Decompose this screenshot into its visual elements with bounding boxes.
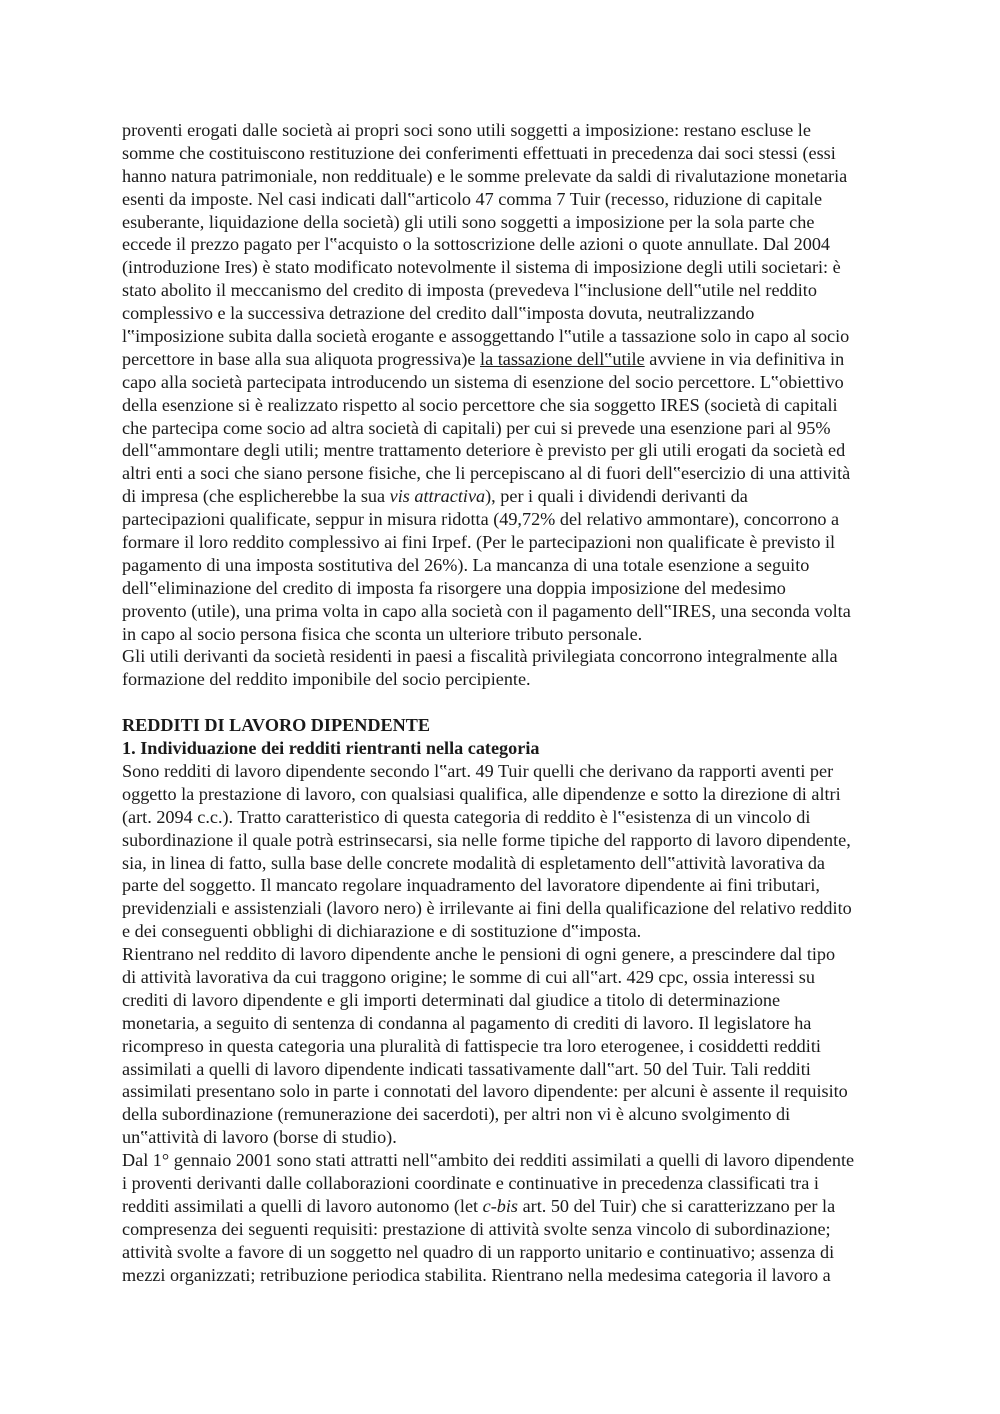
text-line: complessivo e la successiva detrazione del credito dall‟imposta dovuta, neutralizzando <box>122 303 755 324</box>
text-line: assimilati presentano solo in parte i connotati del lavoro dipendente: per alcuni è assente il requisito <box>122 1081 848 1102</box>
text-run: redditi assimilati a quelli di lavoro autonomo (let <box>122 1195 483 1216</box>
text-line: dell‟eliminazione del credito di imposta fa risorgere una doppia imposizione del medesimo <box>122 577 786 598</box>
italic-text: c-bis <box>482 1195 519 1216</box>
text-line: assimilati a quelli di lavoro dipendente indicati tassativamente dall‟art. 50 del Tuir. Tali redditi <box>122 1058 811 1079</box>
paragraph-assimilated-income <box>122 943 912 1149</box>
text-line: Sono redditi di lavoro dipendente secondo l‟art. 49 Tuir quelli che derivano da rapporti aventi per <box>122 760 834 781</box>
text-run: ), per i quali i dividendi derivanti da <box>485 486 748 507</box>
text-line: che partecipa come socio ad altra società di capitali) per cui si prevede una esenzione pari al 95% <box>122 417 831 438</box>
text-line: parte del soggetto. Il mancato regolare inquadramento del lavoratore dipendente ai fini tributari, <box>122 875 820 896</box>
text-line: subordinazione il quale potrà estrinsecarsi, sia nelle forme tipiche del rapporto di lavoro dipendente, <box>122 829 851 850</box>
text-line: Rientrano nel reddito di lavoro dipendente anche le pensioni di ogni genere, a prescindere dal tipo <box>122 944 836 965</box>
text-line: compresenza dei seguenti requisiti: prestazione di attività svolte senza vincolo di subordinazione; <box>122 1218 831 1239</box>
text-line: monetaria, a seguito di sentenza di condanna al pagamento di crediti di lavoro. Il legislatore ha <box>122 1012 812 1033</box>
text-line: proventi erogati dalle società ai propri soci sono utili soggetti a imposizione: restano escluse le <box>122 120 811 140</box>
text-line: esenti da imposte. Nel casi indicati dall‟articolo 47 comma 7 Tuir (recesso, riduzione di capitale <box>122 188 823 209</box>
section-heading: REDDITI DI LAVORO DIPENDENTE <box>122 715 431 736</box>
text-line: hanno natura patrimoniale, non reddituale) e le somme prelevate da saldi di rivalutazione monetaria <box>122 165 848 186</box>
text-line: della subordinazione (remunerazione dei sacerdoti), per altri non vi è alcuno svolgimento di <box>122 1104 791 1125</box>
text-line: oggetto la prestazione di lavoro, con qualsiasi qualifica, alle dipendenze e sotto la direzione di altri <box>122 783 841 804</box>
text-line: (art. 2094 c.c.). Tratto caratteristico di questa categoria di reddito è l‟esistenza di un vincolo di <box>122 806 811 827</box>
underlined-text: la tassazione dell‟utile <box>480 348 645 369</box>
text-run: percettore in base alla sua aliquota progressiva)e <box>122 348 481 369</box>
text-line: altri enti a soci che siano persone fisiche, che li percepiscano al di fuori dell‟esercizio di una attività <box>122 463 851 484</box>
text-line <box>122 1195 912 1218</box>
text-line: formazione del reddito imponibile del socio percipiente. <box>122 669 531 690</box>
paragraph-dividend-taxation <box>122 119 912 645</box>
text-line <box>122 348 912 371</box>
text-line: attività svolte a favore di un soggetto nel quadro di un rapporto unitario e continuativo; assenza di <box>122 1241 835 1262</box>
text-line: pagamento di una imposta sostitutiva del 26%). La mancanza di una totale esenzione a seguito <box>122 554 810 575</box>
text-line: provento (utile), una prima volta in capo alla società con il pagamento dell‟IRES, una seconda volta <box>122 600 851 621</box>
text-line: partecipazioni qualificate, seppur in misura ridotta (49,72% del relativo ammontare), concorrono a <box>122 509 840 530</box>
text-line: somme che costituiscono restituzione dei conferimenti effettuati in precedenza dai soci stessi (essi <box>122 142 836 163</box>
text-line: Dal 1° gennaio 2001 sono stati attratti nell‟ambito dei redditi assimilati a quelli di lavoro dipendente <box>122 1150 855 1171</box>
text-run: di impresa (che esplicherebbe la sua <box>122 486 390 507</box>
text-line: formare il loro reddito complessivo ai fini Irpef. (Per le partecipazioni non qualificate è previsto il <box>122 532 836 553</box>
document-page <box>122 119 912 1286</box>
text-line: e dei conseguenti obblighi di dichiarazione e di sostituzione d‟imposta. <box>122 921 642 942</box>
text-line: eccede il prezzo pagato per l‟acquisto o la sottoscrizione delle azioni o quote annullate. Dal 2004 <box>122 234 831 255</box>
text-line: l‟imposizione subita dalla società erogante e assoggettando l‟utile a tassazione solo in capo al socio <box>122 326 850 347</box>
text-line: sia, in linea di fatto, sulla base delle concrete modalità di espletamento dell‟attività lavorativa da <box>122 852 825 873</box>
paragraph-employment-income-definition <box>122 760 912 943</box>
text-line: della esenzione si è realizzato rispetto al socio percettore che sia soggetto IRES (società di capitali <box>122 394 838 415</box>
text-line: i proventi derivanti dalle collaborazioni coordinate e continuative in precedenza classificati tra i <box>122 1172 819 1193</box>
text-line: dell‟ammontare degli utili; mentre trattamento deteriore è previsto per gli utili erogati da società ed <box>122 440 846 461</box>
text-line: ricompreso in questa categoria una pluralità di fattispecie tra loro eterogenee, i cosiddetti redditi <box>122 1035 821 1056</box>
text-line: capo alla società partecipata introducendo un sistema di esenzione del socio percettore. L‟obiettivo <box>122 371 844 392</box>
paragraph-collaborations <box>122 1149 912 1286</box>
text-line <box>122 485 912 508</box>
text-line: di attività lavorativa da cui traggono origine; le somme di cui all‟art. 429 cpc, ossia interessi su <box>122 966 815 987</box>
text-line: in capo al socio persona fisica che sconta un ulteriore tributo personale. <box>122 623 643 644</box>
italic-text: vis attractiva <box>389 486 486 507</box>
text-line: mezzi organizzati; retribuzione periodica stabilita. Rientrano nella medesima categoria il lavoro a <box>122 1264 831 1285</box>
text-line: (introduzione Ires) è stato modificato notevolmente il sistema di imposizione degli utili societari: è <box>122 257 841 278</box>
text-line: un‟attività di lavoro (borse di studio). <box>122 1127 397 1148</box>
text-line: stato abolito il meccanismo del credito di imposta (prevedeva l‟inclusione dell‟utile nel reddito <box>122 280 817 301</box>
text-run: art. 50 del Tuir) che si caratterizzano per la <box>518 1195 836 1216</box>
text-line: esuberante, liquidazione della società) gli utili sono soggetti a imposizione per la sola parte che <box>122 211 815 232</box>
paragraph-spacer <box>122 691 912 714</box>
text-line: crediti di lavoro dipendente e gli importi determinati dal giudice a titolo di determinazione <box>122 989 781 1010</box>
paragraph-privileged-tax-regimes <box>122 645 912 691</box>
text-line: Gli utili derivanti da società residenti in paesi a fiscalità privilegiata concorrono integralmente alla <box>122 646 838 667</box>
subsection-heading: 1. Individuazione dei redditi rientranti nella categoria <box>122 738 540 759</box>
text-line: previdenziali e assistenziali (lavoro nero) è irrilevante ai fini della qualificazione del relativo reddito <box>122 898 852 919</box>
text-run: avviene in via definitiva in <box>644 348 845 369</box>
